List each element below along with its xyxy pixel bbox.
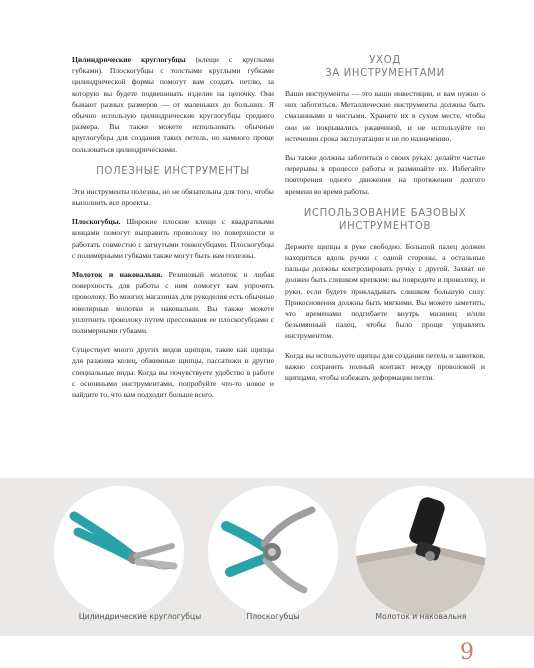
heading-useful-tools: ПОЛЕЗНЫЕ ИНСТРУМЕНТЫ (96, 165, 250, 177)
photo-hammer-anvil (356, 486, 486, 616)
text-cylindrical: (клещи с круглыми губками). Плоскогубцы с толстыми круглыми губками цилиндрической формы помогут вам создать петлю, за которую вы будете подвешивать изделие на цепочку. Они бывают разных размеров — от маленьких до больших. Я обычно использую цилиндрические круглогубцы среднего размера. Вы также можете использовать обычные круглогубцы для создания таких петель, но намного проще пользоваться цилиндрическими. (72, 55, 274, 154)
paragraph-basic-2: Когда вы используете щипцы для создания петель и завитков, важно сохранить полный контакт между проволокой и щипцами, чтобы избежать деформации петли. (285, 350, 485, 383)
heading-basic-tools (285, 207, 485, 233)
heading-basic-tools-line1: ИСПОЛЬЗОВАНИЕ БАЗОВЫХ (303, 207, 467, 219)
page-number: 9 (460, 640, 474, 665)
photo-cylindrical-pliers (54, 486, 184, 616)
cylindrical-pliers-illustration (54, 486, 184, 616)
paragraph-other-tools: Существует много других видов щипцов, такие как щипцы для разжима колец, обжимные щипцы, пассатижи и другие специальные виды. Когда вы почувствуете удобство в работе с основными инструментами, попробуйте что-то новое и найдите то, что вам подходит больше всего. (72, 345, 274, 400)
paragraph-care-1: Ваши инструменты — это ваши инвестиции, и вам нужно о них заботиться. Металлические инструменты должны быть смазанными и чистыми. Храните их в сухом месте, чтобы они не покрывались ржавчиной, и не используйте по истечении срока эксплуатации и не по назначению. (285, 89, 485, 143)
left-column (72, 54, 274, 408)
text-hammer: Резиновый молоток и любая поверхность для работы с ним помогут вам упрочить проволоку. Во многих магазинах для рукоделия есть обычные ювелирные молотки и наковальни. Вы также можете уплотнить проволоку путем прессования ее плоскогубцами с полимерными губками. (72, 270, 274, 336)
paragraph-basic-1: Держите щипцы в руке свободно. Большой палец должен находиться вдоль ручки с одной стороны, а остальные пальцы должны контролировать ручку с другой. Захват не должен быть слишком крепким: вы повредите и проволоку, и руки, если будете прикладывать слишком большую силу. Прикосновения должны быть мягкими. Вы можете заметить, что временами подгибаете внутрь мизинец и/или безымянный палец, чтобы было проще управлять инструментом. (285, 241, 485, 341)
heading-tool-care-line2: ЗА ИНСТРУМЕНТАМИ (325, 68, 445, 79)
heading-tool-care (285, 54, 485, 80)
term-cylindrical: Цилиндрические круглогубцы (72, 55, 186, 64)
term-hammer: Молоток и наковальня. (72, 270, 163, 280)
caption-flat-pliers: Плоскогубцы (246, 612, 300, 621)
paragraph-flat-pliers (72, 216, 274, 261)
paragraph-cylindrical (72, 54, 274, 155)
hammer-anvil-illustration (356, 486, 486, 616)
term-flat-pliers: Плоскогубцы. (72, 217, 121, 227)
photo-flat-pliers (208, 486, 338, 616)
caption-hammer-anvil: Молоток и наковальня (375, 612, 467, 621)
paragraph-hammer (72, 269, 274, 336)
flat-pliers-illustration (208, 486, 338, 616)
right-column (285, 54, 485, 391)
paragraph-care-2: Вы также должны заботиться о своих руках: делайте частые перерывы в процессе работы и разминайте их. Избегайте повторения одного движения на протяжении долгого времени во время работы. (285, 153, 485, 196)
heading-basic-tools-line2: ИНСТРУМЕНТОВ (338, 220, 432, 232)
paragraph-useful-intro: Эти инструменты полезны, но не обязательны для того, чтобы выполнить все проекты. (72, 186, 274, 208)
text-flat-pliers: Широкие плоские клещи с квадратными концами помогут выправить проволоку по поверхности и работать совместно с загнутыми тонкогубцами. Плоскогубцы с полимерными губками также могут быть вам полезны. (72, 217, 274, 260)
caption-cylindrical-pliers: Цилиндрические круглогубцы (78, 612, 202, 621)
heading-tool-care-line1: УХОД (369, 55, 401, 66)
